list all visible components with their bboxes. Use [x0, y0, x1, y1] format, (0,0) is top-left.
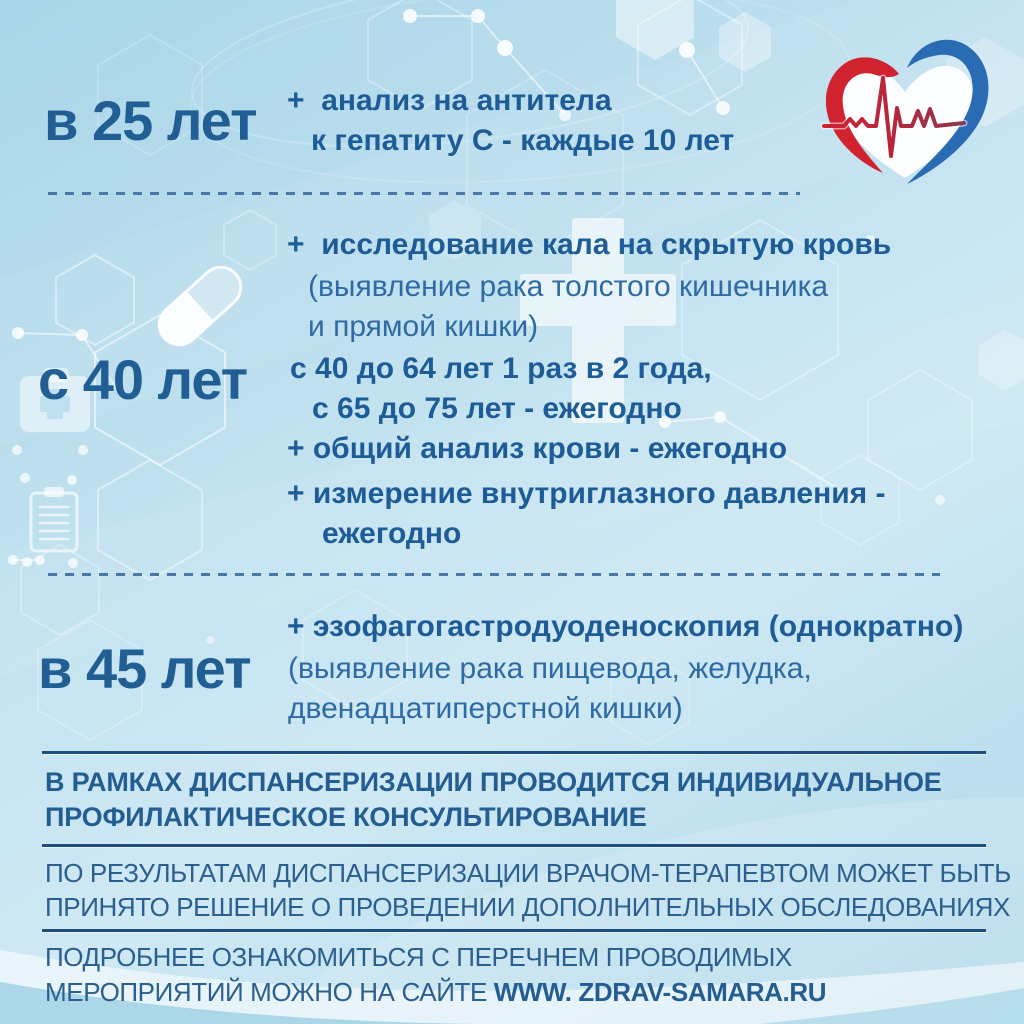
footer-consulting-line1: В РАМКАХ ДИСПАНСЕРИЗАЦИИ ПРОВОДИТСЯ ИНДИВИДУАЛЬНОЕ	[45, 767, 942, 797]
age-40-label: с 40 лет	[38, 348, 248, 411]
dashed-divider-2	[48, 573, 940, 576]
footer-results-line1: ПО РЕЗУЛЬТАТАМ ДИСПАНСЕРИЗАЦИИ ВРАЧОМ-ТЕРАПЕВТОМ МОЖЕТ БЫТЬ	[45, 858, 1011, 888]
age-25-item-antibodies-line2: к гепатиту С - каждые 10 лет	[311, 124, 735, 157]
footer-divider-3	[42, 929, 986, 932]
age-45-item-egds-line2: (выявление рака пищевода, желудка,	[288, 652, 812, 685]
footer-site-url: WWW. ZDRAV-SAMARA.RU	[493, 977, 827, 1007]
age-40-item-eye-pressure-line1: + измерение внутриглазного давления -	[287, 477, 886, 510]
age-25-item-antibodies-line1: + анализ на антитела	[287, 84, 612, 117]
age-40-item-stool-line2: (выявление рака толстого кишечника	[308, 270, 829, 303]
age-45-item-egds-line3: двенадцатиперстной кишки)	[288, 692, 683, 725]
age-40-item-stool-line4: с 40 до 64 лет 1 раз в 2 года,	[290, 352, 712, 385]
footer-results-line2: ПРИНЯТО РЕШЕНИЕ О ПРОВЕДЕНИИ ДОПОЛНИТЕЛЬНЫХ ОБСЛЕДОВАНИЯХ	[45, 892, 1010, 922]
age-25-label: в 25 лет	[44, 89, 257, 152]
age-45-item-egds-line1: + эзофагогастродуоденоскопия (однократно)	[287, 610, 964, 643]
age-40-item-stool-line5: с 65 до 75 лет - ежегодно	[312, 392, 682, 425]
dashed-divider-1	[48, 192, 800, 195]
footer-site-line2	[45, 979, 826, 1006]
age-45-label: в 45 лет	[38, 637, 251, 700]
footer-site-line2-prefix: МЕРОПРИЯТИЙ МОЖНО НА САЙТЕ	[45, 977, 494, 1007]
footer-divider-2	[42, 844, 986, 847]
footer-divider-1	[42, 751, 986, 754]
footer-consulting-line2: ПРОФИЛАКТИЧЕСКОЕ КОНСУЛЬТИРОВАНИЕ	[45, 802, 647, 832]
age-40-item-eye-pressure-line2: ежегодно	[322, 517, 462, 550]
age-40-item-stool-line1: + исследование кала на скрытую кровь	[287, 228, 892, 261]
footer-site-line1: ПОДРОБНЕЕ ОЗНАКОМИТЬСЯ С ПЕРЕЧНЕМ ПРОВОДИМЫХ	[45, 942, 792, 972]
age-40-item-stool-line3: и прямой кишки)	[308, 310, 539, 343]
age-40-item-blood-test: + общий анализ крови - ежегодно	[287, 432, 788, 465]
